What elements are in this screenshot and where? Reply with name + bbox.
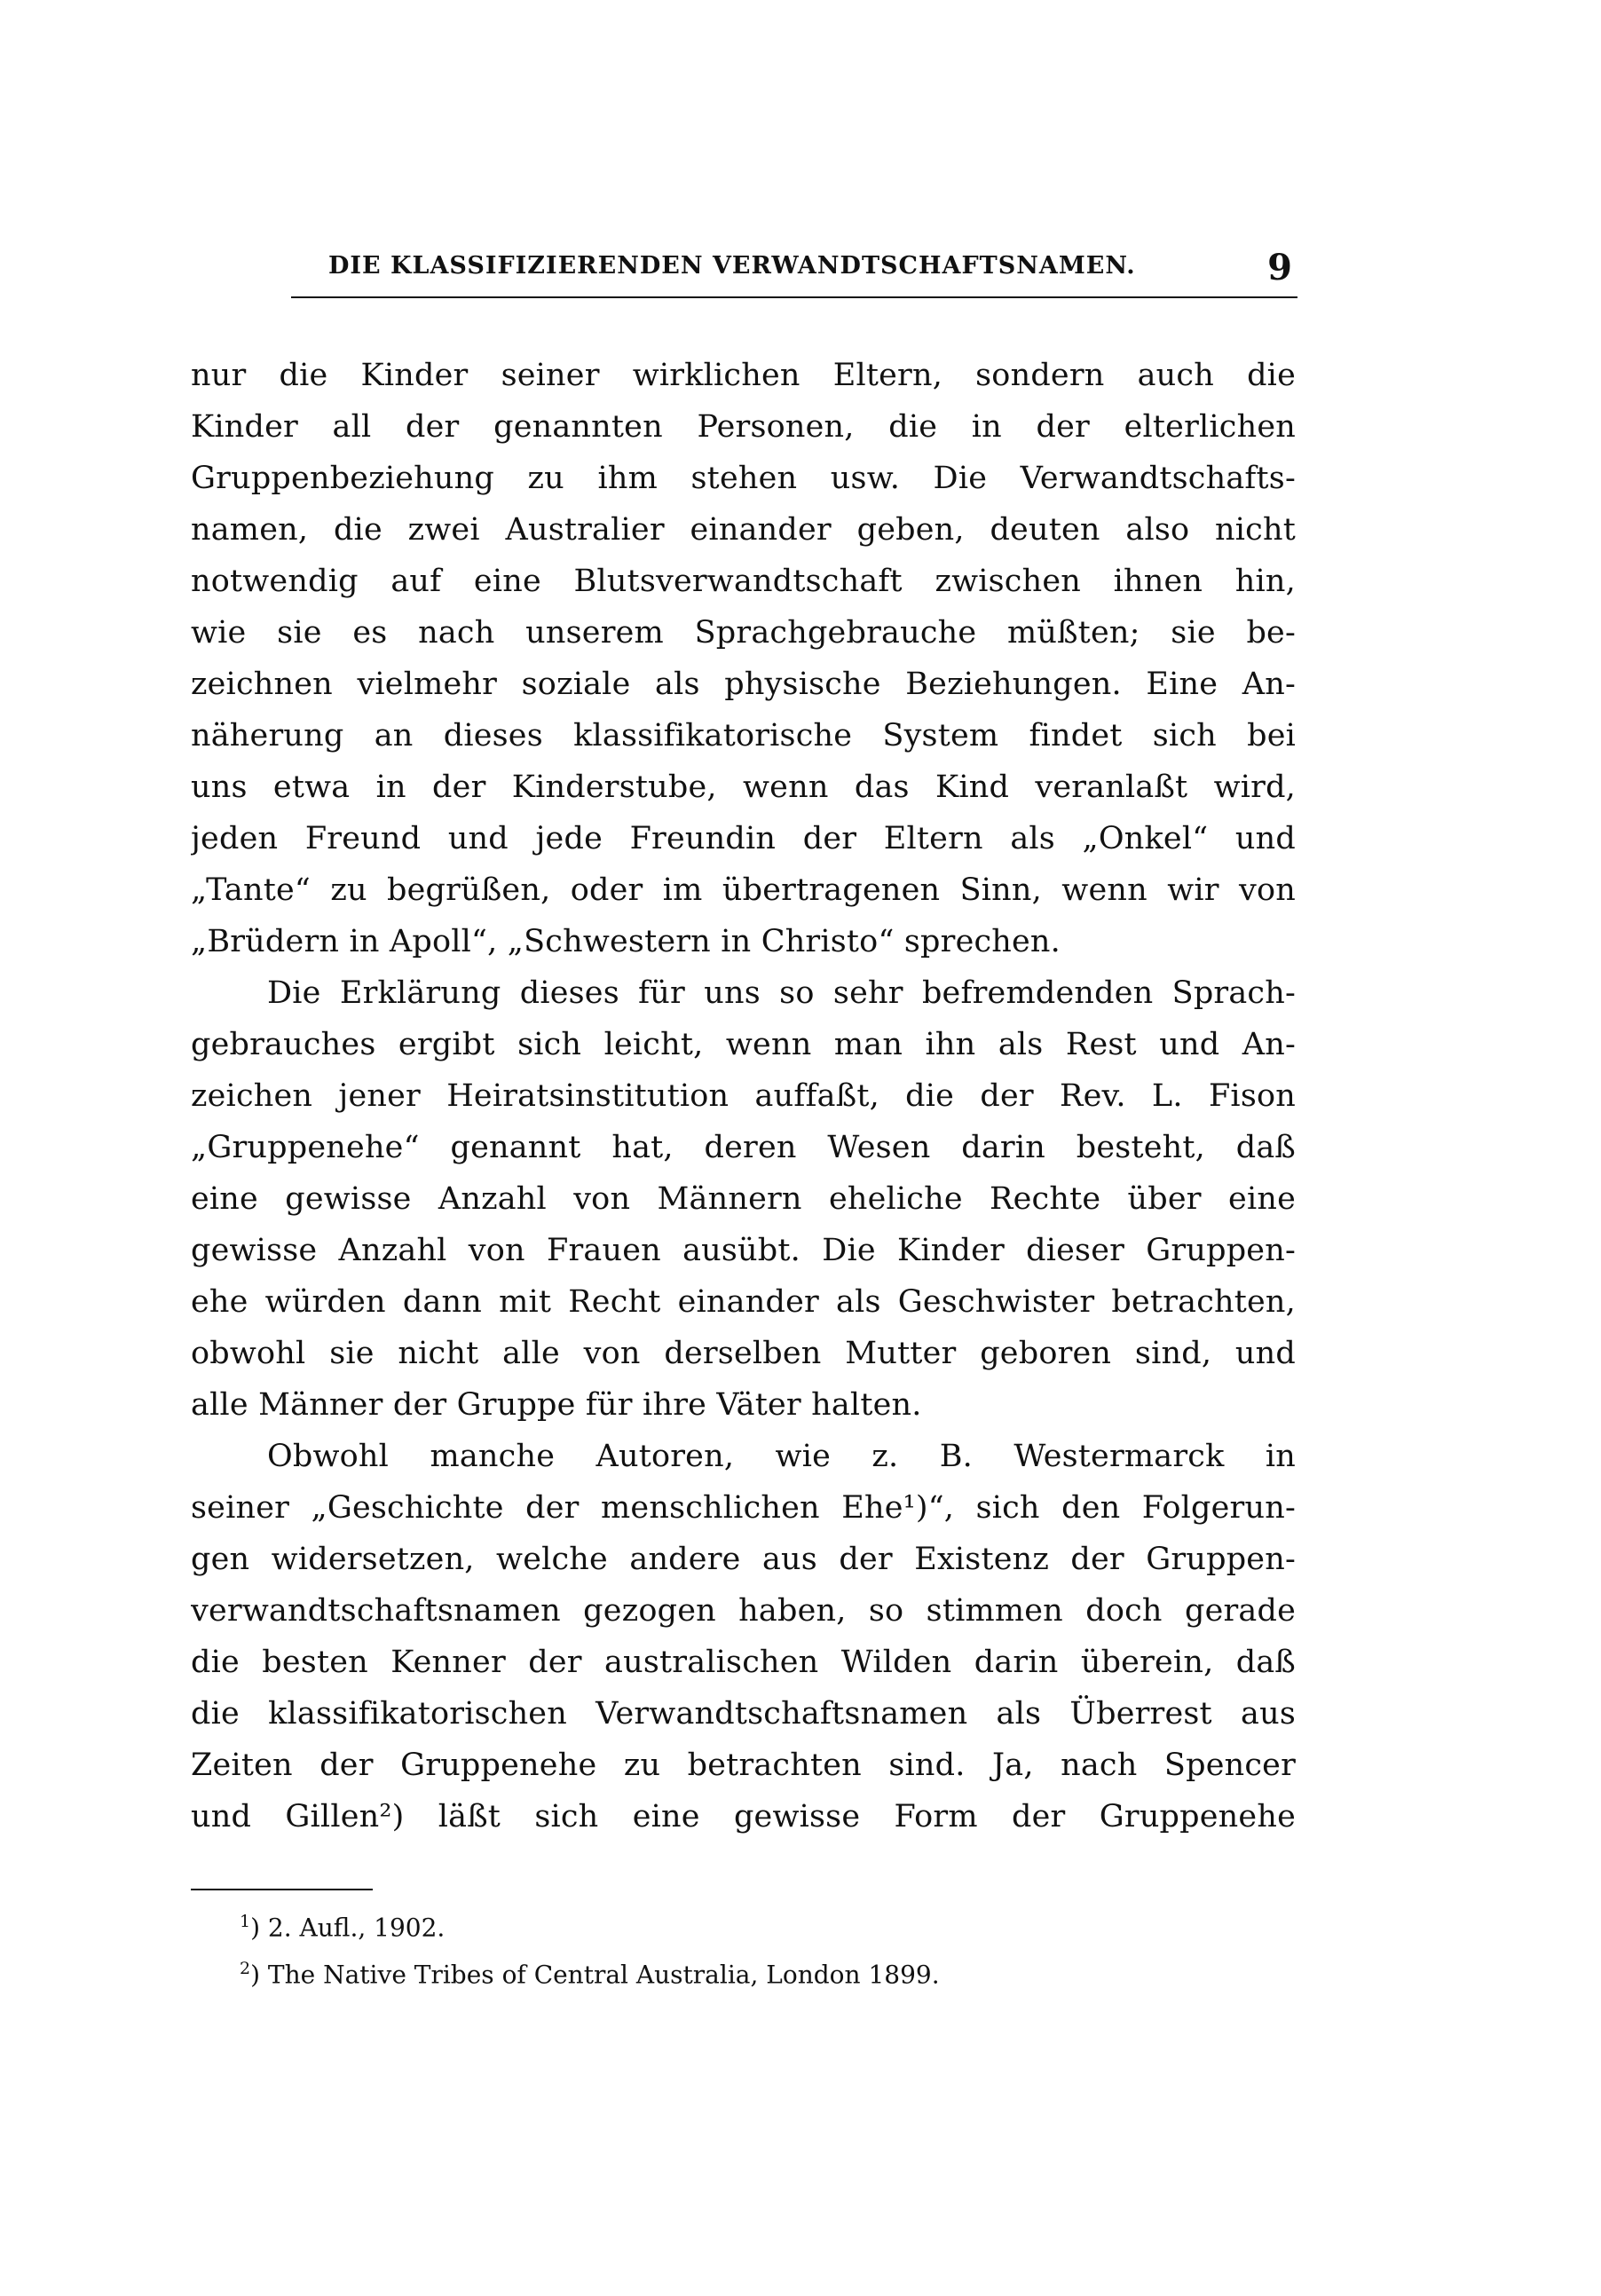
text-line: zeichnen vielmehr soziale als physische Beziehungen. Eine An- [191,667,1296,702]
running-header [291,247,1297,302]
text-line: nur die Kinder seiner wirklichen Eltern, sondern auch die [191,358,1296,393]
text-line: namen, die zwei Australier einander geben, deuten also nicht [191,512,1296,548]
text-line: gewisse Anzahl von Frauen ausübt. Die Kinder dieser Gruppen- [191,1233,1296,1268]
text-line: „Gruppenehe“ genannt hat, deren Wesen darin besteht, daß [191,1130,1296,1165]
text-line: näherung an dieses klassifikatorische System findet sich bei [191,718,1296,753]
footnote-mark: 1 [240,1912,251,1931]
footnote: $^1$) 2. Aufl., 1902. [240,1912,446,1943]
text-line: eine gewisse Anzahl von Männern eheliche Rechte über eine [191,1181,1296,1217]
body-text [191,350,1296,1842]
text-line: zeichen jener Heiratsinstitution auffaßt, die der Rev. L. Fison [191,1078,1296,1114]
footnote-text: The Native Tribes of Central Australia, London 1899. [267,1960,940,1990]
text-line: und Gillen²) läßt sich eine gewisse Form der Gruppenehe [191,1799,1296,1834]
text-line: verwandtschaftsnamen gezogen haben, so stimmen doch gerade [191,1593,1296,1629]
text-line: gen widersetzen, welche andere aus der Existenz der Gruppen- [191,1542,1296,1577]
footnote-rule [191,1889,373,1890]
text-line: gebrauches ergibt sich leicht, wenn man ihn als Rest und An- [191,1027,1296,1062]
text-line: die klassifikatorischen Verwandtschaftsnamen als Überrest aus [191,1696,1296,1732]
text-line: die besten Kenner der australischen Wilden darin überein, daß [191,1645,1296,1680]
page-number: 9 [1267,247,1292,288]
text-line: Obwohl manche Autoren, wie z. B. Westermarck in [267,1439,1296,1474]
text-line: notwendig auf eine Blutsverwandtschaft zwischen ihnen hin, [191,564,1296,599]
running-title: DIE KLASSIFIZIERENDEN VERWANDTSCHAFTSNAMEN. [328,252,1136,280]
footnote-mark: 2 [240,1959,251,1979]
text-line: obwohl sie nicht alle von derselben Mutter geboren sind, und [191,1336,1296,1371]
text-line: jeden Freund und jede Freundin der Eltern als „Onkel“ und [191,821,1296,856]
text-line: ehe würden dann mit Recht einander als Geschwister betrachten, [191,1284,1296,1320]
text-line: uns etwa in der Kinderstube, wenn das Kind veranlaßt wird, [191,769,1296,805]
footnote: $^2$) The Native Tribes of Central Australia, London 1899. [240,1959,940,1990]
header-rule [291,296,1297,298]
text-line: Zeiten der Gruppenehe zu betrachten sind. Ja, nach Spencer [191,1748,1296,1783]
text-line: alle Männer der Gruppe für ihre Väter halten. [191,1387,922,1423]
text-line: Gruppenbeziehung zu ihm stehen usw. Die Verwandtschafts- [191,461,1296,496]
footnote-text: 2. Aufl., 1902. [267,1913,446,1943]
footnotes [240,1901,1234,1996]
text-line: wie sie es nach unserem Sprachgebrauche müßten; sie be- [191,615,1296,651]
text-line: Kinder all der genannten Personen, die in der elterlichen [191,409,1296,445]
text-line: „Brüdern in Apoll“, „Schwestern in Christo“ sprechen. [191,924,1061,959]
text-line: „Tante“ zu begrüßen, oder im übertragenen Sinn, wenn wir von [191,872,1296,908]
text-line: Die Erklärung dieses für uns so sehr befremdenden Sprach- [267,975,1296,1011]
text-line: seiner „Geschichte der menschlichen Ehe¹)“, sich den Folgerun- [191,1490,1296,1526]
